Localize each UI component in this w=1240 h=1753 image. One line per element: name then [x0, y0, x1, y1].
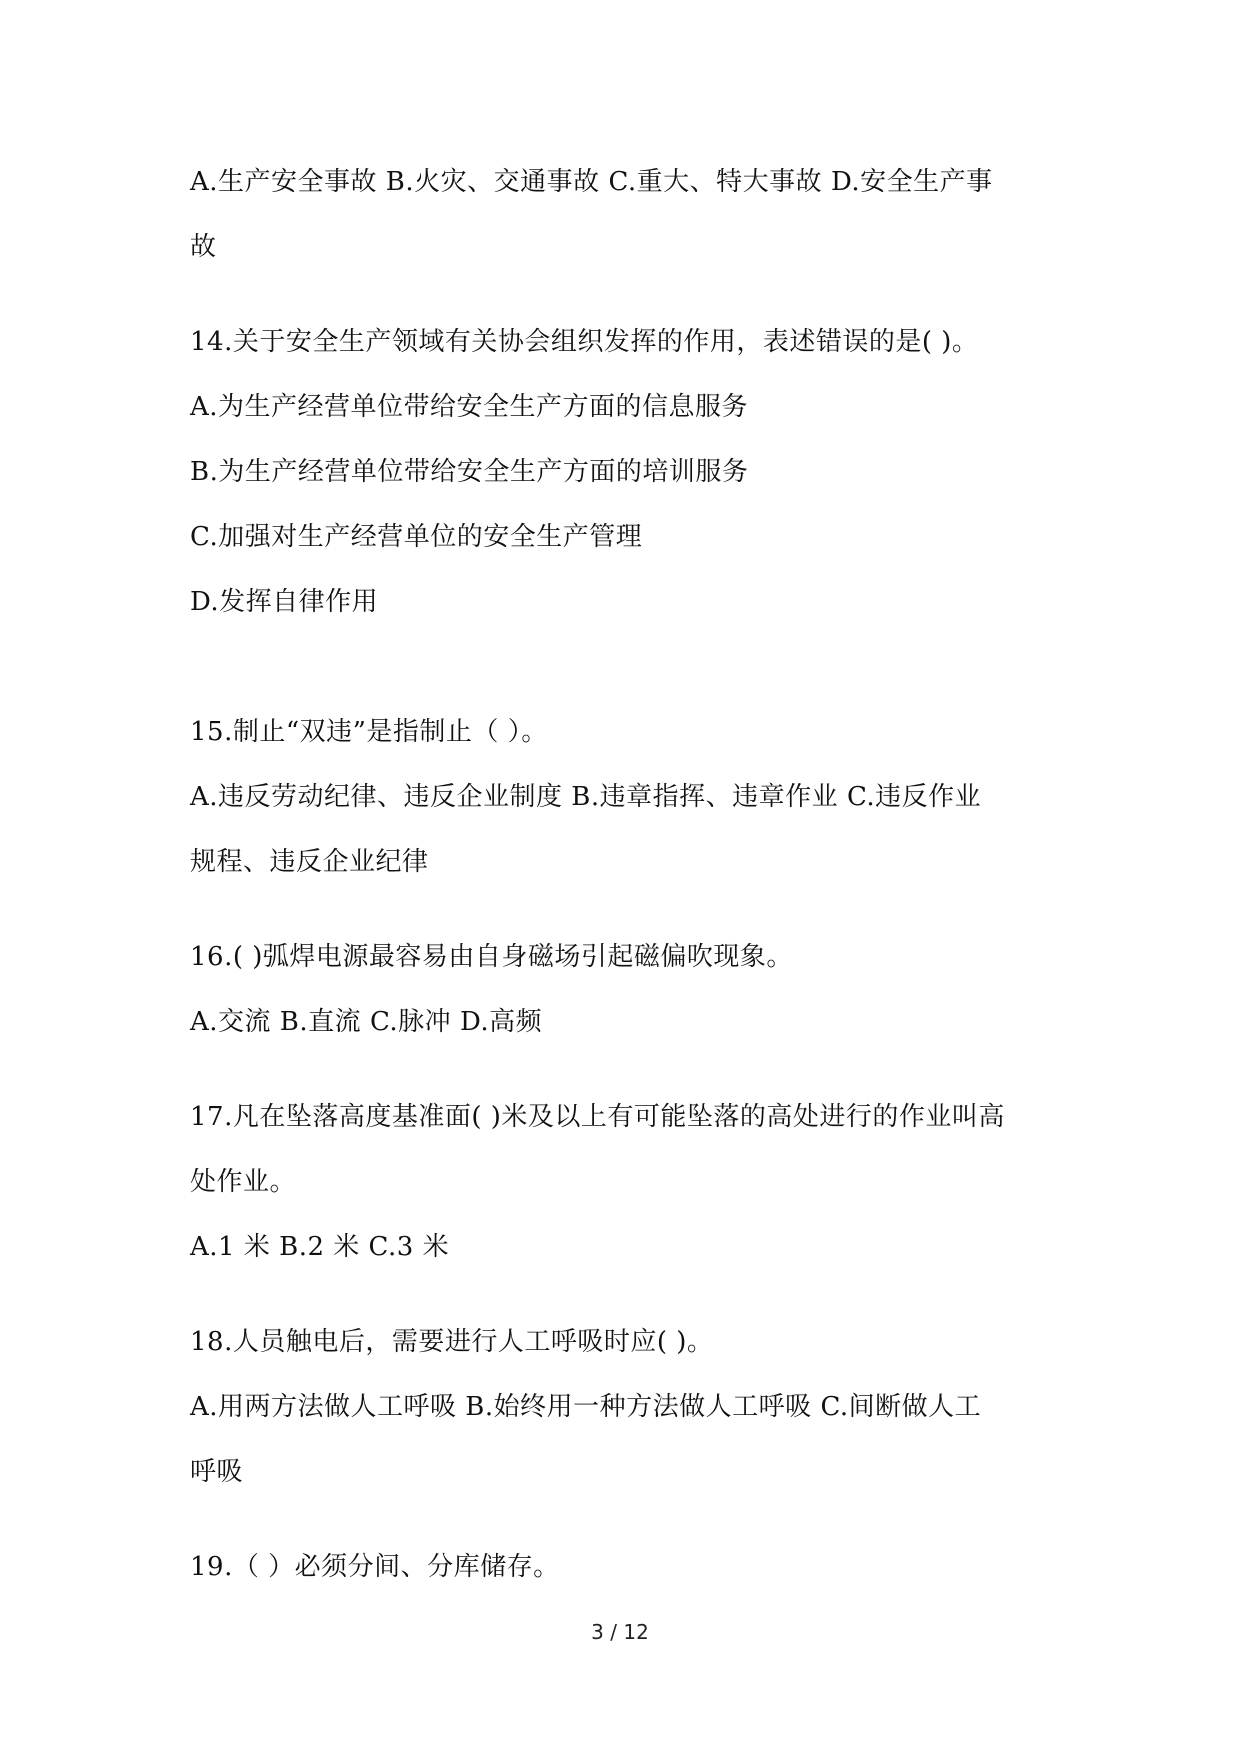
- q19-question: 19.（ ）必须分间、分库储存。: [190, 1552, 560, 1582]
- q17-question-line-2: 处作业。: [190, 1167, 297, 1197]
- q14-option-a: A.为生产经营单位带给安全生产方面的信息服务: [190, 392, 749, 422]
- page-number: 3 / 12: [591, 1620, 649, 1644]
- q17-question-line-1: 17.凡在坠落高度基准面( )米及以上有可能坠落的高处进行的作业叫高: [190, 1102, 1005, 1132]
- q18-options-line-1: A.用两方法做人工呼吸 B.始终用一种方法做人工呼吸 C.间断做人工: [190, 1392, 982, 1422]
- q14-question: 14.关于安全生产领域有关协会组织发挥的作用，表述错误的是( )。: [190, 327, 979, 357]
- q15-options-line-1: A.违反劳动纪律、违反企业制度 B.违章指挥、违章作业 C.违反作业: [190, 782, 982, 812]
- q17-options: A.1 米 B.2 米 C.3 米: [190, 1232, 450, 1262]
- q15-options-line-2: 规程、违反企业纪律: [190, 847, 429, 877]
- q15-question: 15.制止“双违”是指制止（ ）。: [190, 717, 548, 747]
- q14-option-b: B.为生产经营单位带给安全生产方面的培训服务: [190, 457, 749, 487]
- q18-options-line-2: 呼吸: [190, 1457, 244, 1487]
- q16-options: A.交流 B.直流 C.脉冲 D.高频: [190, 1007, 543, 1037]
- q14-option-c: C.加强对生产经营单位的安全生产管理: [190, 522, 643, 552]
- q18-question: 18.人员触电后，需要进行人工呼吸时应( )。: [190, 1327, 714, 1357]
- q13-options-line-1: A.生产安全事故 B.火灾、交通事故 C.重大、特大事故 D.安全生产事: [190, 167, 993, 197]
- q14-option-d: D.发挥自律作用: [190, 587, 379, 617]
- q16-question: 16.( )弧焊电源最容易由自身磁场引起磁偏吹现象。: [190, 942, 793, 972]
- q13-options-line-2: 故: [190, 232, 217, 262]
